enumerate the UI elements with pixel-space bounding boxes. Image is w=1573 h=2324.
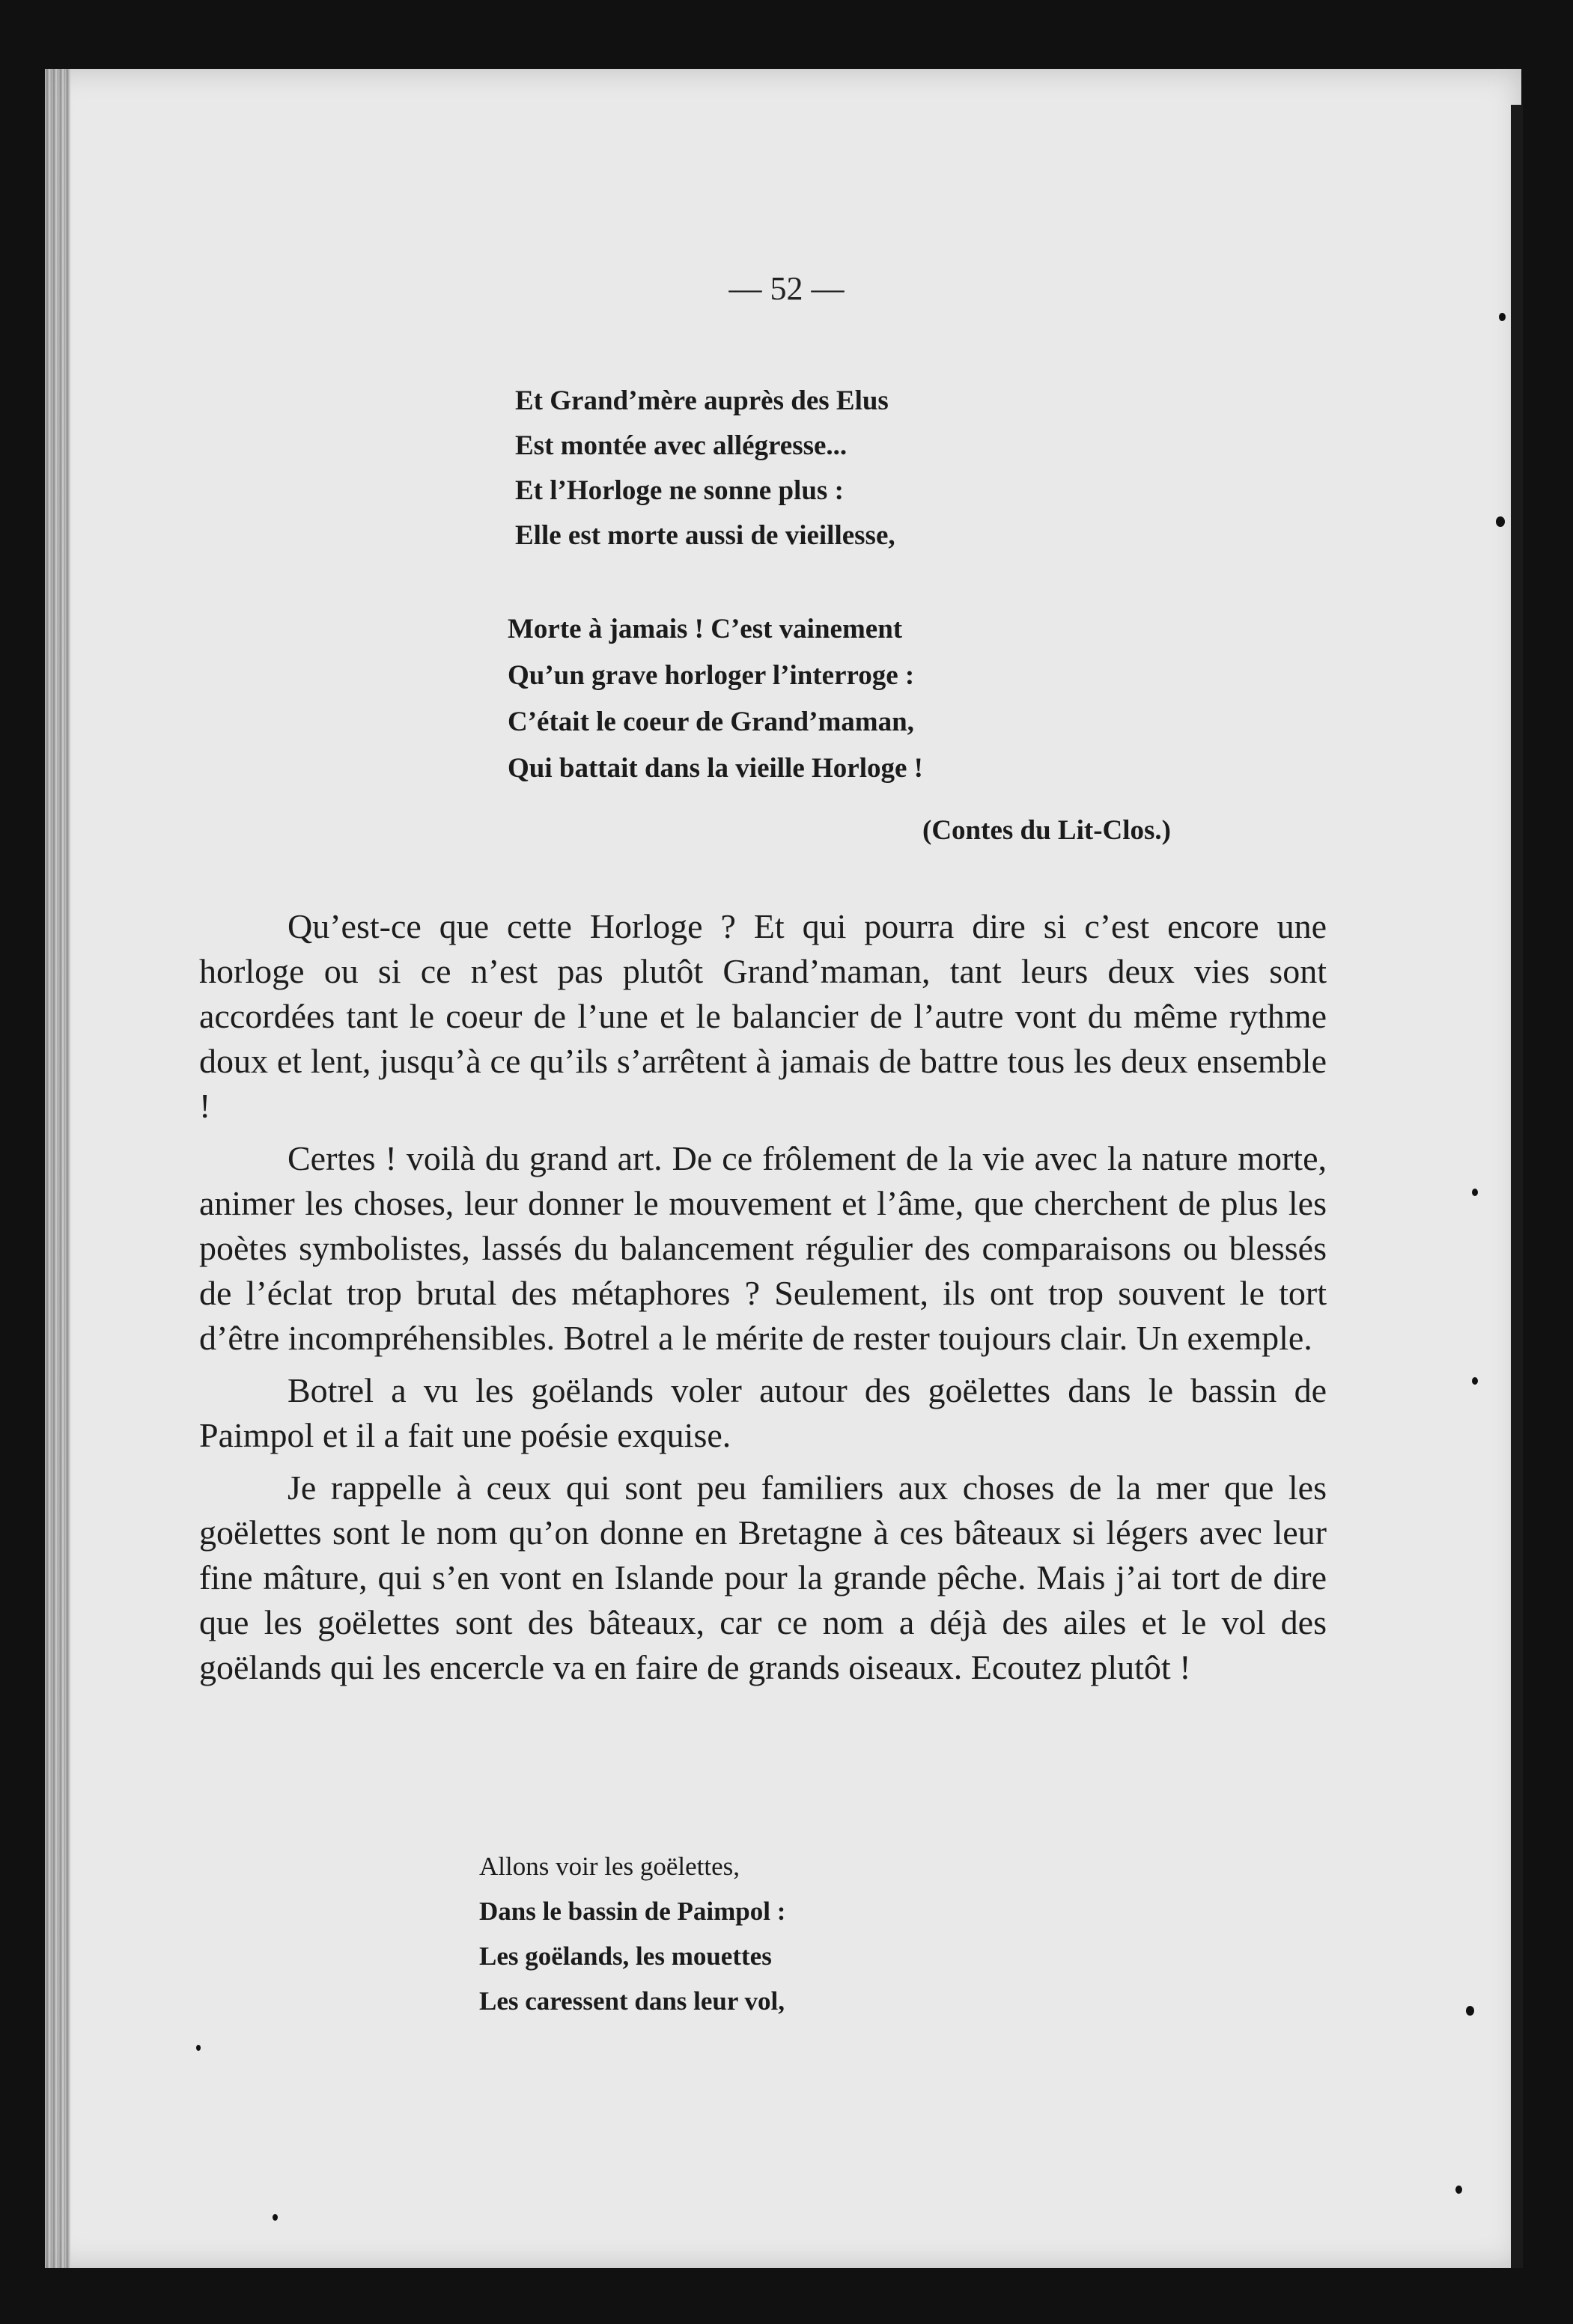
poem-line: Dans le bassin de Paimpol : (479, 1897, 786, 1926)
poem-stanza (508, 606, 923, 792)
prose-body (199, 904, 1327, 1698)
poem-line: Morte à jamais ! C’est vainement (508, 614, 903, 644)
scan-speck (1466, 2006, 1474, 2016)
page-number: — 52 — (728, 270, 845, 307)
poem-line: Qui battait dans la vieille Horloge ! (508, 753, 923, 784)
scan-speck (273, 2214, 278, 2221)
page-right-edge (1511, 105, 1523, 2268)
scan-speck (196, 2045, 201, 2051)
prose-paragraph: Botrel a vu les goëlands voler autour des goëlettes dans le bassin de Paimpol et il a fait une poésie exquise. (199, 1371, 1327, 1454)
poem-line: C’était le coeur de Grand’maman, (508, 707, 914, 737)
poem-attribution: (Contes du Lit-Clos.) (922, 815, 1171, 846)
prose-paragraph: Qu’est-ce que cette Horloge ? Et qui pourra dire si c’est encore une horloge ou si ce n’est pas plutôt Grand’maman, tant leurs deux vies sont accordées tant le coeur de l’une et le balancier de l’autre vont du même rythme doux et lent, jusqu’à ce qu’ils s’arrêtent à jamais de battre tous les deux ensemble ! (199, 907, 1327, 1125)
poem-line: Elle est morte aussi de vieillesse, (515, 520, 895, 551)
poem-line: Qu’un grave horloger l’interroge : (508, 660, 915, 691)
scan-speck (1472, 1189, 1478, 1196)
scan-speck (1496, 516, 1505, 527)
poem-line: Et l’Horloge ne sonne plus : (515, 475, 844, 506)
poem-line: Les goëlands, les mouettes (479, 1942, 772, 1971)
prose-paragraph: Certes ! voilà du grand art. De ce frôlement de la vie avec la nature morte, animer les choses, leur donner le mouvement et l’âme, que cherchent de plus les poètes symbolistes, lassés du balancement régulier des comparaisons ou blessés de l’éclat trop brutal des métaphores ? Seulement, ils ont trop souvent le tort d’être incompréhensibles. Botrel a le mérite de rester toujours clair. Un exemple. (199, 1139, 1327, 1357)
prose-paragraph: Je rappelle à ceux qui sont peu familiers aux choses de la mer que les goëlettes sont le nom qu’on donne en Bretagne à ces bâteaux si légers avec leur fine mâture, qui s’en vont en Islande pour la grande pêche. Mais j’ai tort de dire que les goëlettes sont des bâteaux, car ce nom a déjà des ailes et le vol des goëlands qui les encercle va en faire de grands oiseaux. Ecoutez plutôt ! (199, 1468, 1327, 1686)
poem-line: Les caressent dans leur vol, (479, 1986, 785, 2016)
page-binding-edge (45, 69, 70, 2268)
scan-speck (1455, 2186, 1462, 2194)
poem-line: Allons voir les goëlettes, (479, 1852, 740, 1881)
poem-line: Et Grand’mère auprès des Elus (515, 385, 889, 416)
scan-speck (1472, 1377, 1478, 1385)
poem-stanza (515, 379, 895, 558)
poem-stanza (479, 1844, 785, 2024)
scan-speck (1499, 313, 1506, 321)
poem-line: Est montée avec allégresse... (515, 430, 848, 461)
